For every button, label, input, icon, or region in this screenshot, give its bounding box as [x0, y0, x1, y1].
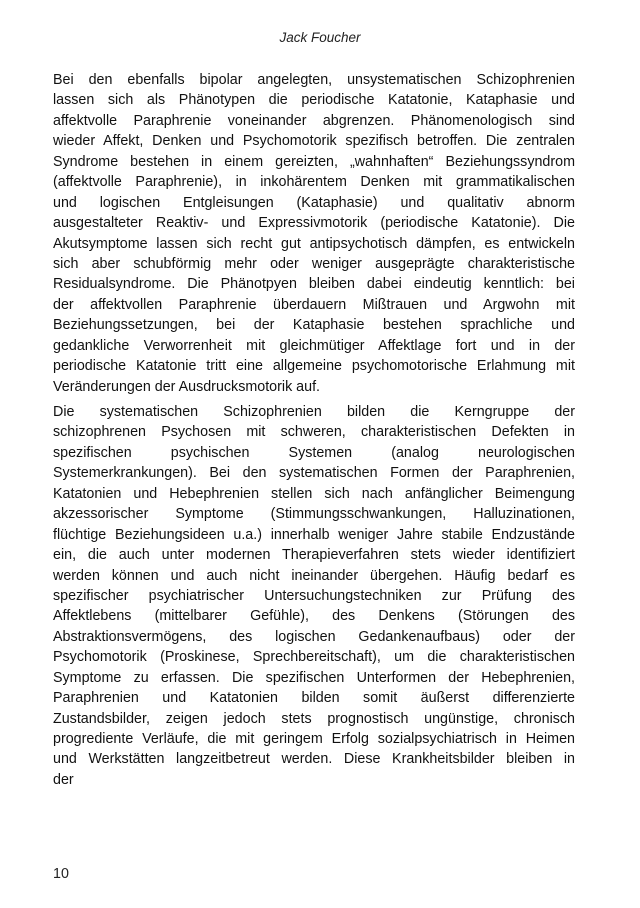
text-line: akzessorischer Symptome (Stimmungsschwankungen, Halluzinationen,	[53, 506, 575, 523]
text-line: ein, die auch unter modernen Therapieverfahren stets wieder identifiziert	[53, 547, 575, 564]
text-line: Beziehungssetzungen, bei der Kataphasie bestehen sprachliche und	[53, 317, 575, 334]
text-line: sich aber schubförmig mehr oder weniger ausgeprägte charakteristische	[53, 255, 575, 272]
text-line: Abstraktionsvermögens, des logischen Gedankenaufbaus) oder der	[53, 628, 575, 645]
paragraph-unsystematic-schizophrenias	[53, 70, 575, 397]
text-line: Paraphrenien und Katatonien bilden somit äußerst differenzierte	[53, 690, 575, 707]
text-line: und Werkstätten langzeitbetreut werden. Diese Krankheitsbilder bleiben in	[53, 751, 575, 768]
text-line: affektvolle Paraphrenie voneinander abgrenzen. Phänomenologisch sind	[53, 112, 575, 129]
text-line: Katatonien und Hebephrenien stellen sich nach anfänglicher Beimengung	[53, 485, 575, 502]
text-line: Systemerkrankungen). Bei den systematischen Formen der Paraphrenien,	[53, 465, 575, 482]
text-line: der affektvollen Paraphrenie überdauern Mißtrauen und Argwohn mit	[53, 296, 575, 313]
text-line: Die systematischen Schizophrenien bilden die Kerngruppe der	[53, 404, 575, 420]
text-line: Zustandsbilder, zeigen jedoch stets prognostisch ungünstige, chronisch	[53, 710, 575, 727]
text-line: wieder Affekt, Denken und Psychomotorik spezifisch betroffen. Die zentralen	[53, 133, 575, 150]
running-header-author: Jack Foucher	[279, 30, 361, 45]
text-line: Affektlebens (mittelbarer Gefühle), des Denkens (Störungen des	[53, 608, 575, 625]
text-line: ausgestalteter Reaktiv- und Expressivmotorik (periodische Katatonie). Die	[53, 215, 575, 232]
paragraph-systematic-schizophrenias	[53, 402, 575, 790]
text-line: gedankliche Verworrenheit mit gleichmütiger Affektlage fort und in der	[53, 337, 575, 354]
text-line: progrediente Verläufe, die mit geringem Erfolg sozialpsychiatrisch in Heimen	[53, 731, 575, 747]
text-line: Bei den ebenfalls bipolar angelegten, unsystematischen Schizophrenien	[53, 72, 575, 88]
text-line: Syndrome bestehen in einem gereizten, „wahnhaften“ Beziehungssyndrom	[53, 153, 575, 170]
text-line: und logischen Entgleisungen (Kataphasie) und qualitativ abnorm	[53, 194, 575, 211]
text-line: Symptome zu erfassen. Die spezifischen Unterformen der Hebephrenien,	[53, 669, 575, 686]
text-line: Akutsymptome lassen sich recht gut antipsychotisch dämpfen, es entwickeln	[53, 235, 575, 252]
text-line: werden können und auch nicht ineinander übergehen. Häufig bedarf es	[53, 567, 575, 584]
text-line: Residualsyndrome. Die Phänotpyen bleiben dabei eindeutig kenntlich: bei	[53, 276, 575, 293]
text-line: Psychomotorik (Proskinese, Sprechbereitschaft), um die charakteristischen	[53, 649, 575, 666]
text-line: spezifischer psychiatrischer Untersuchungstechniken zur Prüfung des	[53, 587, 575, 604]
body-text	[53, 70, 575, 790]
text-line: der	[53, 771, 74, 788]
text-line: Veränderungen der Ausdrucksmotorik auf.	[53, 378, 321, 395]
page-number: 10	[53, 866, 69, 882]
text-line: periodische Katatonie tritt eine allgemeine psychomotorische Erlahmung mit	[53, 358, 575, 375]
text-line: schizophrenen Psychosen mit schweren, charakteristischen Defekten in	[53, 424, 575, 441]
text-line: spezifischen psychischen Systemen (analog neurologischen	[53, 444, 575, 461]
text-line: flüchtige Beziehungsideen u.a.) innerhalb weniger Jahre stabile Endzustände	[53, 526, 575, 543]
text-line: (affektvolle Paraphrenie), in inkohärentem Denken mit grammatikalischen	[53, 174, 575, 191]
text-line: lassen sich als Phänotypen die periodische Katatonie, Kataphasie und	[53, 92, 575, 109]
